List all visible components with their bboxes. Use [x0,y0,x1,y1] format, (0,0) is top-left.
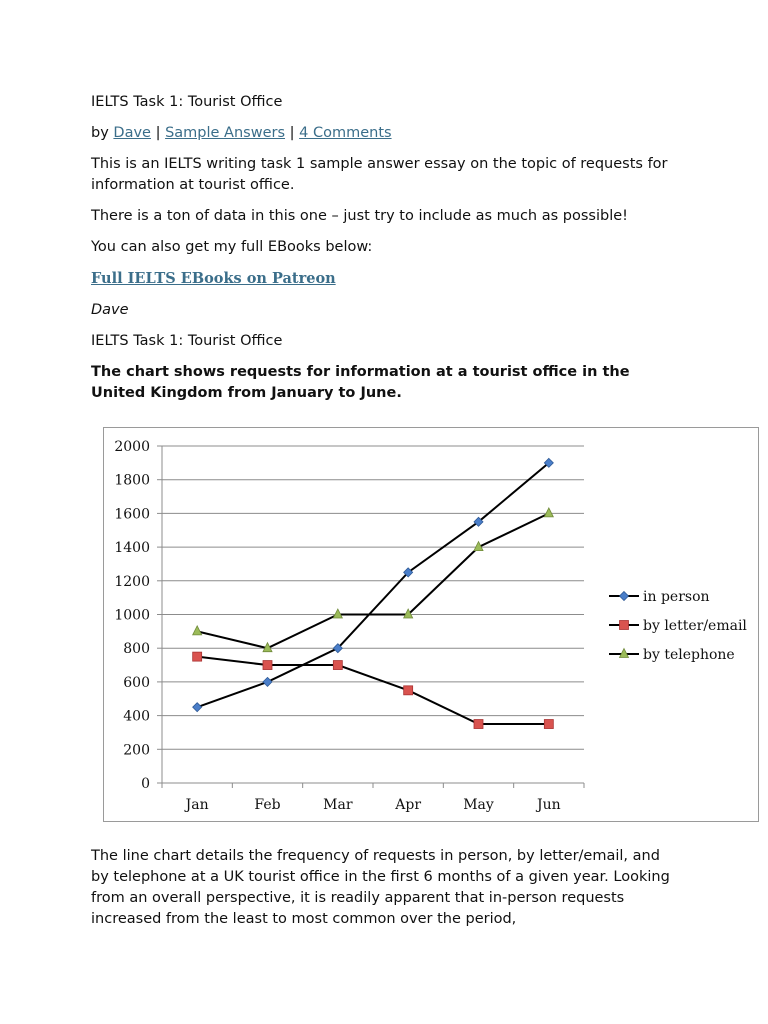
data-point [474,720,483,729]
patreon-link[interactable]: Full IELTS EBooks on Patreon [91,270,336,287]
y-tick-label: 200 [123,742,150,759]
byline-by: by [91,125,109,141]
answer-paragraph: The line chart details the frequency of requests in person, by letter/email, and by telephone at a UK tourist office in the first 6 months of a given year. Looking from an overall perspective, it is readily apparent that in-person requests increased from the least to most common over the period, [91,848,670,927]
data-point [193,626,202,635]
legend-label: by letter/email [643,618,747,634]
y-tick-label: 1200 [114,573,150,590]
chart-image [103,427,759,822]
y-tick-label: 800 [123,641,150,658]
series-line [197,657,549,724]
x-tick-label: May [463,797,494,813]
category-link[interactable]: Sample Answers [165,125,286,141]
ebooks-paragraph [91,268,681,290]
post-title: IELTS Task 1: Tourist Office [91,94,283,110]
y-tick-label: 400 [123,708,150,725]
y-tick-label: 0 [141,776,150,792]
ebooks-paragraph: You can also get my full EBooks below: [91,239,373,255]
y-tick-label: 600 [123,674,150,691]
byline [91,123,681,144]
legend-label: in person [643,589,710,605]
x-tick-label: Jan [185,797,209,813]
x-tick-label: Feb [254,797,281,813]
data-point [193,703,202,712]
data-point [263,677,272,686]
comments-link[interactable]: 4 Comments [299,125,392,141]
y-tick-label: 1400 [114,540,150,557]
y-tick-label: 2000 [114,439,150,455]
data-point [544,720,553,729]
author-link[interactable]: Dave [113,125,151,141]
data-point [333,661,342,670]
line-chart [104,428,757,820]
signature: Dave [91,302,129,318]
article [91,92,681,404]
y-tick-label: 1000 [114,607,150,624]
legend-label: by telephone [643,647,735,663]
byline-separator: | [155,125,161,141]
legend-marker [620,592,629,601]
x-tick-label: Apr [395,797,422,813]
data-point [544,508,553,517]
answer-section [91,846,681,930]
data-point [404,686,413,695]
y-tick-label: 1600 [114,506,150,523]
series-line [197,463,549,707]
x-tick-label: Jun [537,797,561,813]
x-tick-label: Mar [323,797,353,813]
data-point [263,661,272,670]
y-tick-label: 1800 [114,472,150,489]
intro-paragraph: This is an IELTS writing task 1 sample answer essay on the topic of requests for information at tourist office. [91,156,668,193]
data-point [193,652,202,661]
task-title: IELTS Task 1: Tourist Office [91,333,283,349]
byline-separator: | [289,125,295,141]
task-prompt: The chart shows requests for information at a tourist office in the United Kingdom from January to June. [91,364,630,401]
legend-marker [620,621,629,630]
note-paragraph: There is a ton of data in this one – just try to include as much as possible! [91,208,628,224]
